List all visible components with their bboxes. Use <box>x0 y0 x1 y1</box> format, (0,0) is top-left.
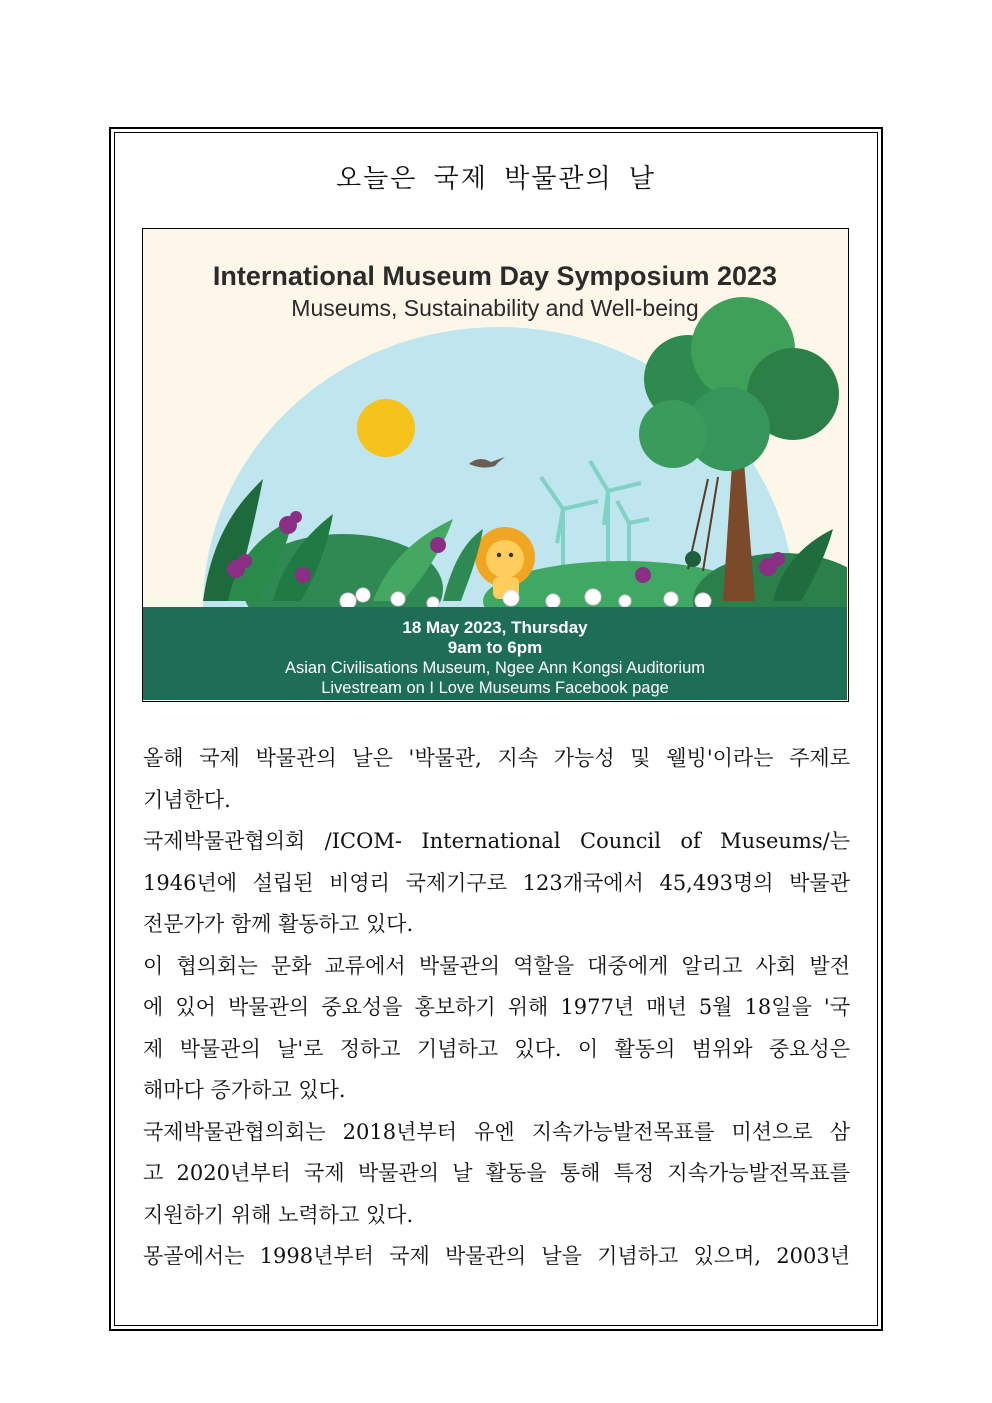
body-line: 지원하기 위해 노력하고 있다. <box>143 1202 414 1227</box>
swing-person <box>685 551 701 567</box>
poster-venue: Asian Civilisations Museum, Ngee Ann Kongsi Auditorium <box>284 659 706 677</box>
body-text <box>143 738 850 1278</box>
poster-subheading: Museums, Sustainability and Well-being <box>291 295 699 321</box>
body-line: 1946년에 설립된 비영리 국제기구로 123개국에서 45,493명의 박물관 <box>143 870 850 895</box>
symposium-poster <box>142 228 849 702</box>
body-line: 전문가가 함께 활동하고 있다. <box>143 912 414 936</box>
body-line: 올해 국제 박물관의 날은 '박물관, 지속 가능성 및 웰빙'이라는 주제로 <box>143 746 850 770</box>
document-title: 오늘은 국제 박물관의 날 <box>336 164 656 194</box>
body-line: 이 협의회는 문화 교류에서 박물관의 역할을 대중에게 알리고 사회 발전 <box>143 953 850 978</box>
poster-date: 18 May 2023, Thursday <box>402 618 588 637</box>
poster-livestream: Livestream on I Love Museums Facebook page <box>321 679 669 697</box>
body-line: 에 있어 박물관의 중요성을 홍보하기 위해 1977년 매년 5월 18일을 '국 <box>143 995 850 1019</box>
body-line: 고 2020년부터 국제 박물관의 날 활동을 통해 특정 지속가능발전목표를 <box>143 1161 850 1185</box>
body-line: 기념한다. <box>143 787 231 812</box>
body-line: 국제박물관협의회 /ICOM- International Council of Museums/는 <box>143 829 850 853</box>
poster-time: 9am to 6pm <box>447 638 543 657</box>
body-line: 해마다 증가하고 있다. <box>143 1078 346 1102</box>
body-line: 몽골에서는 1998년부터 국제 박물관의 날을 기념하고 있으며, 2003년 <box>143 1244 850 1268</box>
sun-icon <box>357 399 415 457</box>
body-line: 국제박물관협의회는 2018년부터 유엔 지속가능발전목표를 미션으로 삼 <box>143 1119 850 1144</box>
poster-heading: International Museum Day Symposium 2023 <box>212 261 778 291</box>
body-line: 제 박물관의 날'로 정하고 기념하고 있다. 이 활동의 범위와 중요성은 <box>143 1036 850 1061</box>
